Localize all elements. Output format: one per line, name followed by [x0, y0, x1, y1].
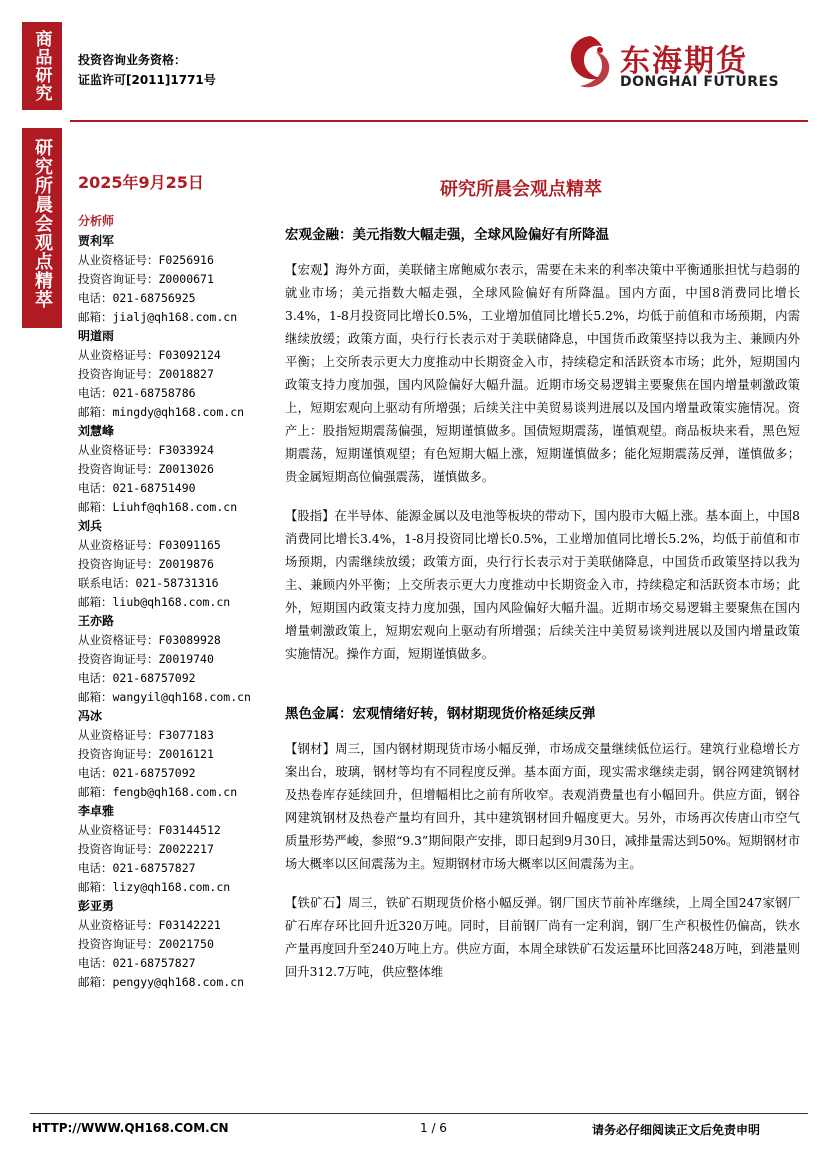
analyst-contact-line: 电话：021-68757092: [78, 671, 196, 685]
analyst-contact-line[interactable]: 邮箱：fengb@qh168.com.cn: [78, 785, 238, 799]
analyst-contact-line: 电话：021-68757827: [78, 956, 196, 970]
analyst-contact-line: 投资咨询证号：Z0016121: [78, 747, 214, 761]
disclaimer-note: 请务必仔细阅读正文后免责申明: [592, 1123, 761, 1137]
logo-english-name: DONGHAI FUTURES: [620, 74, 780, 90]
donghai-logo: [562, 30, 802, 100]
analyst-contact-line: 投资咨询证号：Z0019740: [78, 652, 214, 666]
section-paragraph: [285, 505, 800, 666]
analyst-contact-line: 电话：021-68757827: [78, 861, 196, 875]
analyst-contact-line: 投资咨询证号：Z0018827: [78, 367, 214, 381]
analyst-contact-line: 从业资格证号：F3033924: [78, 443, 214, 457]
analyst-contact-line[interactable]: 邮箱：mingdy@qh168.com.cn: [78, 405, 245, 419]
analyst-contact-line: 从业资格证号：F03142221: [78, 918, 221, 932]
analyst-contact-line: 投资咨询证号：Z0022217: [78, 842, 214, 856]
logo-chinese-name: 东海期货: [620, 44, 748, 79]
paragraph-tag: 【钢材】: [285, 742, 336, 756]
section-paragraph: [285, 259, 800, 489]
analyst-name: 彭亚勇: [78, 899, 115, 913]
analyst-contact-line: 联系电话：021-58731316: [78, 576, 219, 590]
analyst-name: 刘兵: [78, 519, 103, 533]
paragraph-tag: 【宏观】: [285, 263, 336, 277]
section-paragraph: [285, 738, 800, 876]
website-link[interactable]: HTTP://WWW.QH168.COM.CN: [32, 1121, 229, 1135]
paragraph-tag: 【铁矿石】: [285, 896, 349, 910]
analyst-contact-line[interactable]: 邮箱：jialj@qh168.com.cn: [78, 310, 238, 324]
category-tab: 商品研究: [22, 22, 62, 110]
analyst-contact-line: 电话：021-68758786: [78, 386, 196, 400]
main-content: [285, 225, 800, 1000]
analyst-contact-line: 投资咨询证号：Z0000671: [78, 272, 214, 286]
report-title: 研究所晨会观点精萃: [440, 179, 602, 200]
section-paragraph: [285, 892, 800, 984]
qualification-line: 投资咨询业务资格：: [78, 53, 187, 67]
analyst-contact-line[interactable]: 邮箱：wangyil@qh168.com.cn: [78, 690, 251, 704]
paragraph-text: 周三，国内钢材期现货市场小幅反弹，市场成交量继续低位运行。建筑行业稳增长方案出台，玻璃，钢材等均有不同程度反弹。基本面方面，现实需求继续走弱，钢谷网建筑钢材及热卷库存延续回升，但增幅相比之前有所收窄。表观消费量也有小幅回升。供应方面，钢谷网建筑钢材及热卷产量均有回升，其中建筑钢材回升幅度更大。另外，市场再次传唐山市空气质量形势严峻，参照“9.3”期间限产安排，即日起到9月30日，减排量需达到50%。短期钢材市场大概率以区间震荡为主。短期钢材市场大概率以区间震荡为主。: [285, 742, 800, 871]
analyst-contact-line: 电话：021-68756925: [78, 291, 196, 305]
analyst-contact-line: 从业资格证号：F03144512: [78, 823, 221, 837]
analyst-contact-line: 从业资格证号：F0256916: [78, 253, 214, 267]
analyst-name: 贾利军: [78, 234, 115, 248]
section-heading: 黑色金属：宏观情绪好转，钢材期现货价格延续反弹: [285, 706, 596, 722]
qualification: [78, 50, 216, 90]
paragraph-text: 周三，铁矿石期现货价格小幅反弹。钢厂国庆节前补库继续，上周全国247家钢厂矿石库存环比回升近320万吨。同时，目前钢厂尚有一定利润，钢厂生产积极性仍偏高，铁水产量再度回升至240万吨上方。供应方面，本周全球铁矿石发运量环比回落248万吨，到港量则回升312.7万吨，供应整体维: [285, 896, 800, 979]
analyst-contact-line: 投资咨询证号：Z0019876: [78, 557, 214, 571]
analyst-list: [78, 232, 268, 992]
footer-divider: [30, 1113, 808, 1114]
analyst-contact-line: 投资咨询证号：Z0013026: [78, 462, 214, 476]
analyst-contact-line[interactable]: 邮箱：lizy@qh168.com.cn: [78, 880, 231, 894]
section-heading: 宏观金融：美元指数大幅走强，全球风险偏好有所降温: [285, 227, 609, 243]
analyst-contact-line: 从业资格证号：F03091165: [78, 538, 221, 552]
analyst-name: 王亦路: [78, 614, 115, 628]
analyst-name: 刘慧峰: [78, 424, 115, 438]
paragraph-tag: 【股指】: [285, 509, 335, 523]
qualification-line: 证监许可[2011]1771号: [78, 73, 216, 87]
analyst-contact-line: 电话：021-68757092: [78, 766, 196, 780]
header-divider: [70, 120, 808, 122]
page-number: 1 / 6: [420, 1121, 447, 1135]
analyst-name: 李卓雅: [78, 804, 115, 818]
analyst-contact-line: 投资咨询证号：Z0021750: [78, 937, 214, 951]
analyst-contact-line: 从业资格证号：F3077183: [78, 728, 214, 742]
analyst-contact-line[interactable]: 邮箱：liub@qh168.com.cn: [78, 595, 231, 609]
analyst-contact-line[interactable]: 邮箱：Liuhf@qh168.com.cn: [78, 500, 238, 514]
paragraph-text: 在半导体、能源金属以及电池等板块的带动下，国内股市大幅上涨。基本面上，中国8消费同比增长3.4%，1-8月投资同比增长0.5%，工业增加值同比增长5.2%，均低于前值和市场预期，内需继续放缓；政策方面，央行行长表示对于美联储降息，中国货币政策坚持以我为主、兼顾内外平衡；上交所表示更大力度推动中长期资金入市，持续稳定和活跃资本市场；此外，短期国内政策支持力度加强，国内风险偏好大幅升温。近期市场交易逻辑主要聚焦在国内增量刺激政策上，短期宏观向上驱动有所增强；后续关注中美贸易谈判进展以及国内增量政策实施情况。操作方面，短期谨慎做多。: [285, 509, 800, 661]
report-type-tab: 研究所晨会观点精萃: [22, 128, 62, 328]
analyst-contact-line: 电话：021-68751490: [78, 481, 196, 495]
analyst-contact-line: 从业资格证号：F03092124: [78, 348, 221, 362]
report-date: 2025年9月25日: [78, 173, 204, 192]
analyst-heading: 分析师: [78, 214, 115, 228]
paragraph-text: 海外方面，美联储主席鲍威尔表示，需要在未来的利率决策中平衡通胀担忧与趋弱的就业市场；美元指数大幅走强，全球风险偏好有所降温。国内方面，中国8消费同比增长3.4%，1-8月投资同比增长0.5%，工业增加值同比增长5.2%，均低于前值和市场预期，内需继续放缓；政策方面，央行行长表示对于美联储降息，中国货币政策坚持以我为主、兼顾内外平衡；上交所表示更大力度推动中长期资金入市，持续稳定和活跃资本市场；此外，短期国内政策支持力度加强，国内风险偏好大幅升温。近期市场交易逻辑主要聚焦在国内增量刺激政策上，短期宏观向上驱动有所增强；后续关注中美贸易谈判进展以及国内增量政策实施情况。资产上：股指短期震荡偏强，短期谨慎做多。国债短期震荡，谨慎观望。商品板块来看，黑色短期震荡，短期谨慎观望；有色短期大幅上涨，短期谨慎做多；能化短期震荡反弹，谨慎做多；贵金属短期高位偏强震荡，谨慎做多。: [285, 263, 800, 484]
analyst-name: 冯冰: [78, 709, 103, 723]
analyst-contact-line[interactable]: 邮箱：pengyy@qh168.com.cn: [78, 975, 245, 989]
analyst-contact-line: 从业资格证号：F03089928: [78, 633, 221, 647]
dragon-emblem-icon: [562, 32, 618, 96]
analyst-name: 明道雨: [78, 329, 115, 343]
